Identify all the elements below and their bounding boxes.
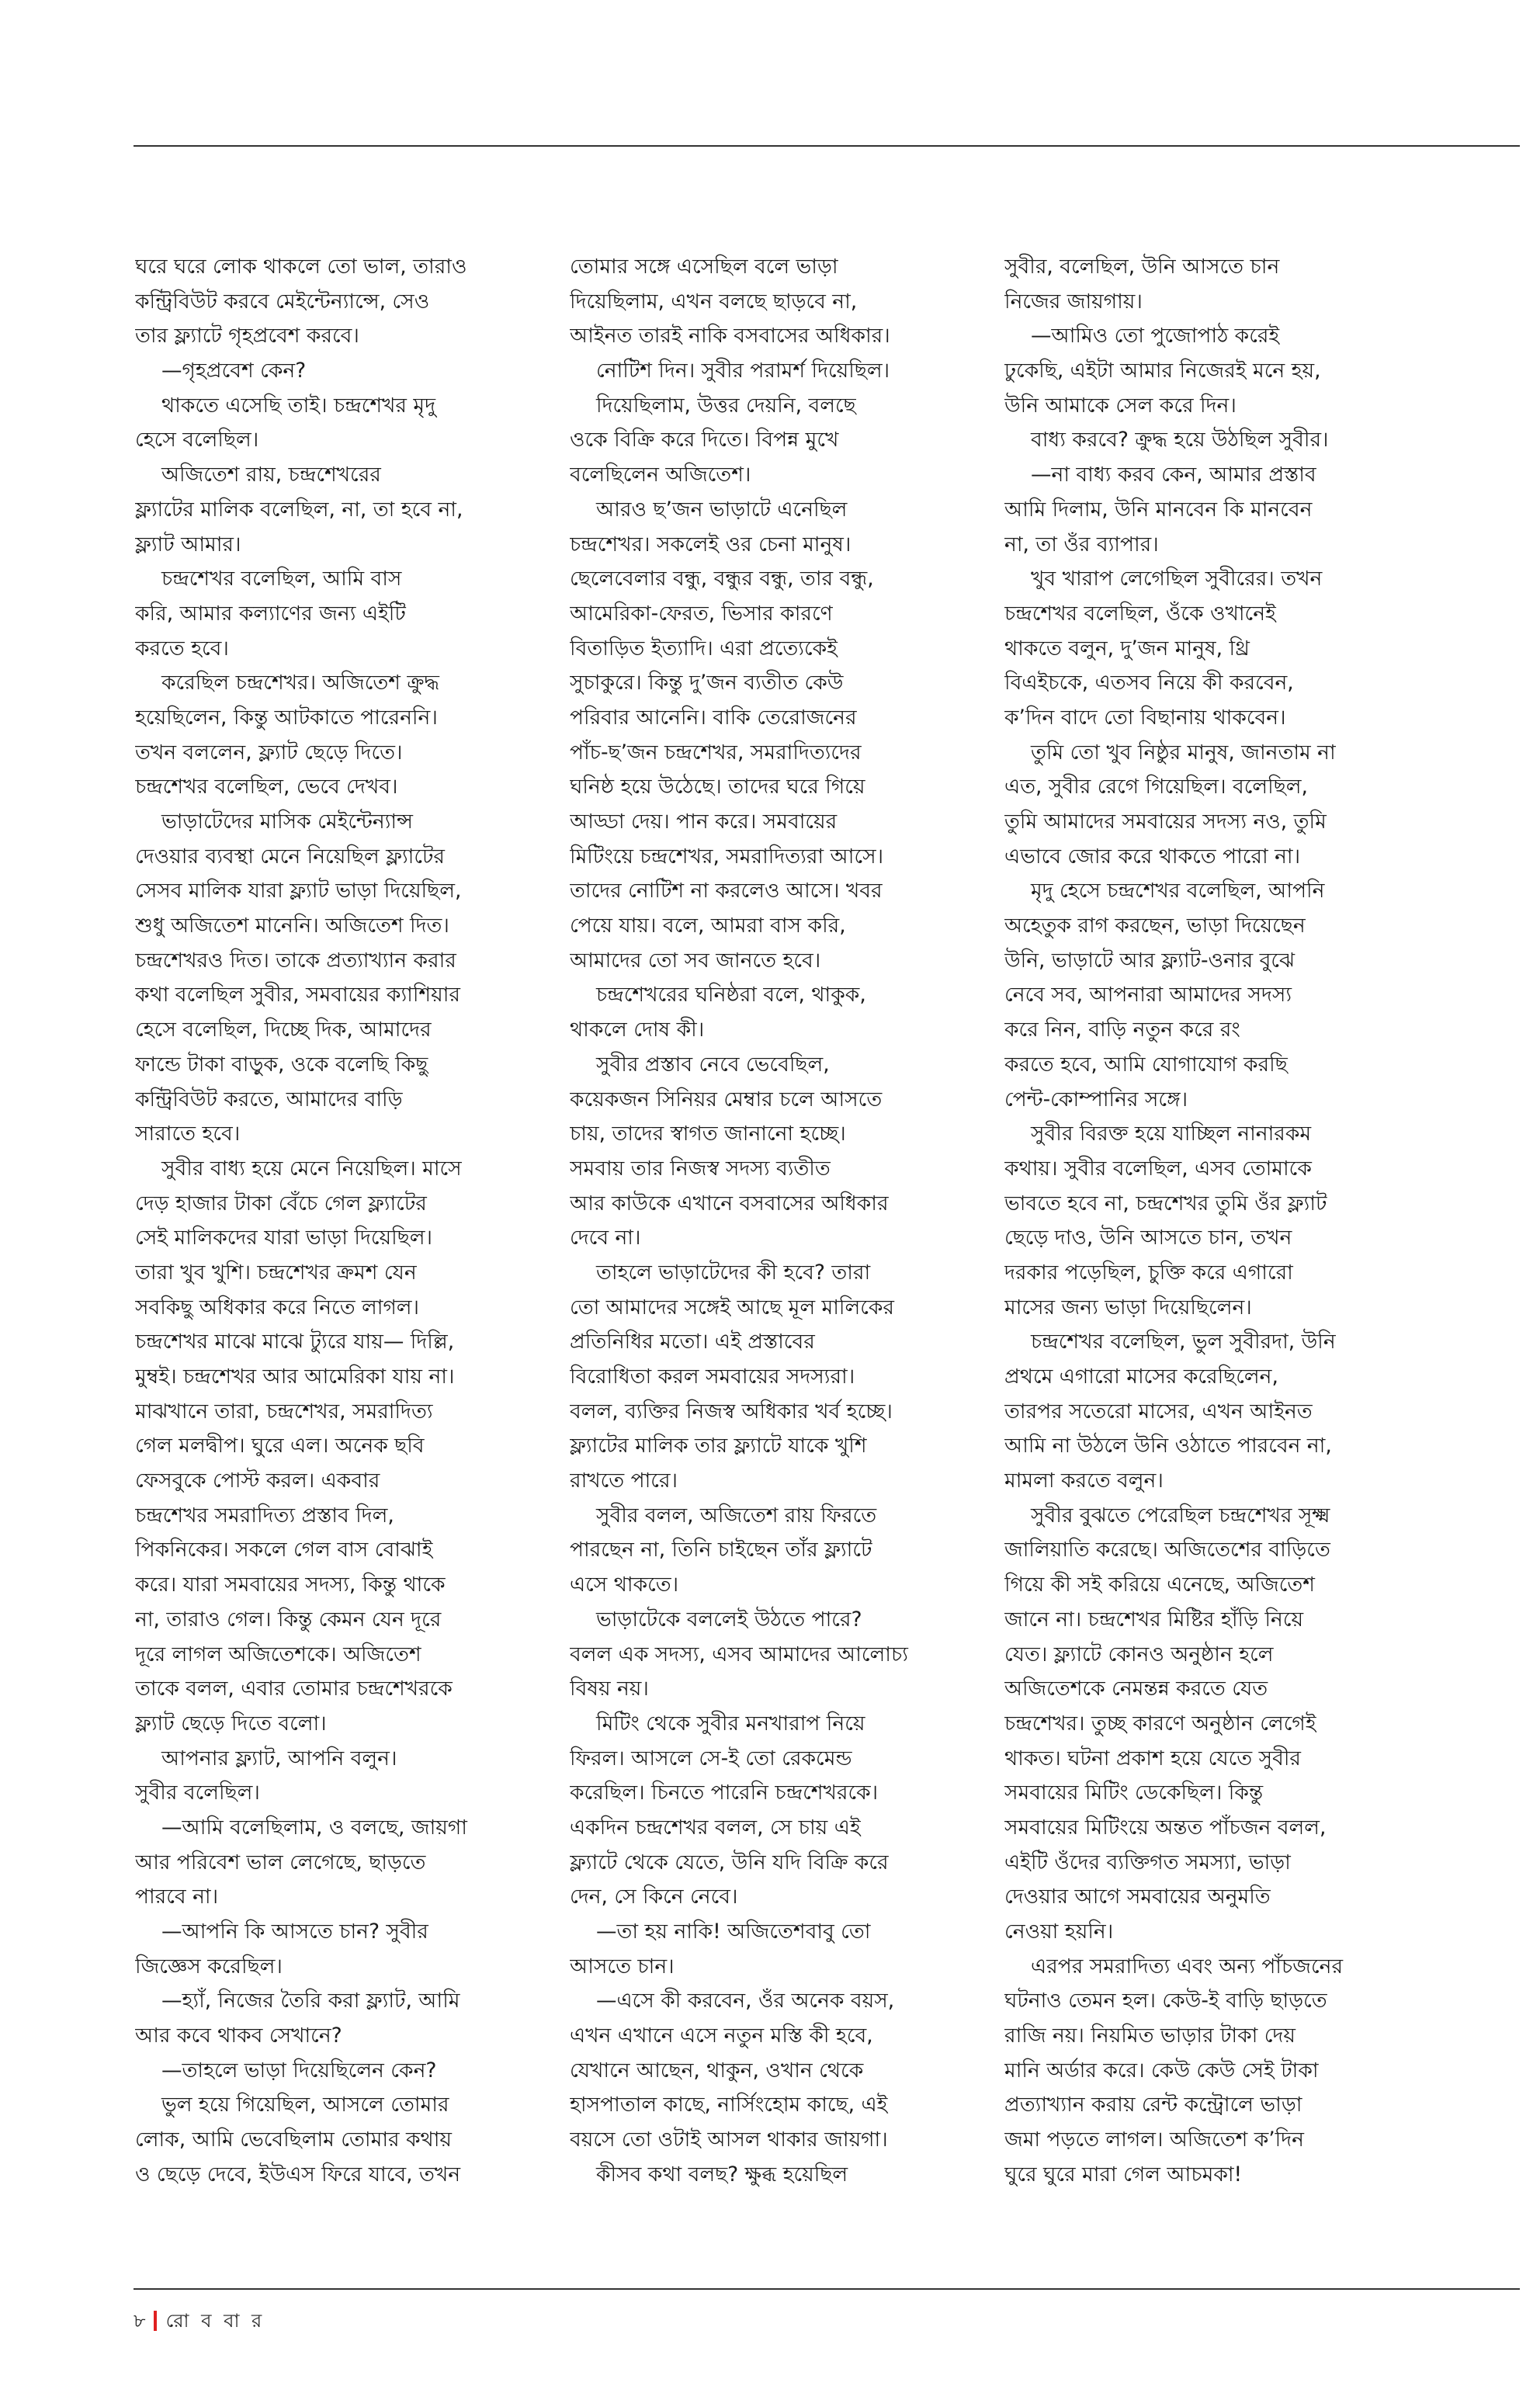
text-line: সুচাকুরে। কিন্তু দু’জন ব্যতীত কেউ [570,671,844,695]
text-line: উনি আমাকে সেল করে দিন। [1004,393,1237,418]
bottom-rule [134,2288,1520,2290]
text-line: তুমি তো খুব নিষ্ঠুর মানুষ, জানতাম না [1031,740,1336,765]
text-line: করি, আমার কল্যাণের জন্য এইটি [135,601,406,626]
text-line: দেন, সে কিনে নেবে। [570,1885,738,1909]
text-line: ফ্ল্যাট আমার। [135,532,241,557]
text-line: বলেছিলেন অজিতেশ। [570,463,751,487]
text-line: হেসে বলেছিল। [135,428,259,453]
text-line: চন্দ্রশেখর বলেছিল, ওঁকে ওখানেই [1004,601,1276,626]
text-line: মামলা করতে বলুন। [1004,1469,1164,1493]
text-line: অহেতুক রাগ করছেন, ভাড়া দিয়েছেন [1004,914,1306,938]
text-line: তারা খুব খুশি। চন্দ্রশেখর ক্রমশ যেন [135,1260,417,1285]
text-line: নোটিশ দিন। সুবীর পরামর্শ দিয়েছিল। [596,359,890,383]
text-line: আইনত তারই নাকি বসবাসের অধিকার। [570,324,890,349]
text-line: ভাবতে হবে না, চন্দ্রশেখর তুমি ওঁর ফ্ল্যাট [1004,1191,1327,1216]
text-line: মৃদু হেসে চন্দ্রশেখর বলেছিল, আপনি [1031,879,1325,903]
text-line: যেখানে আছেন, থাকুন, ওখান থেকে [570,2058,864,2083]
text-line: সুবীর বিরক্ত হয়ে যাচ্ছিল নানারকম [1031,1122,1312,1146]
text-line: একদিন চন্দ্রশেখর বলল, সে চায় এই [570,1815,861,1840]
text-line: পাঁচ-ছ’জন চন্দ্রশেখর, সমরাদিত্যদের [570,740,862,765]
text-line: —আমি বলেছিলাম, ও বলছে, জায়গা [161,1815,467,1840]
text-line: সুবীর বুঝতে পেরেছিল চন্দ্রশেখর সূক্ষ্ম [1031,1503,1330,1528]
text-line: থাকতে এসেছি তাই। চন্দ্রশেখর মৃদু [161,393,436,418]
text-line: রাজি নয়। নিয়মিত ভাড়ার টাকা দেয় [1004,2024,1296,2048]
text-line: সবকিছু অধিকার করে নিতে লাগল। [135,1295,420,1320]
text-line: সেই মালিকদের যারা ভাড়া দিয়েছিল। [135,1226,433,1250]
text-line: ঘনিষ্ঠ হয়ে উঠেছে। তাদের ঘরে গিয়ে [570,775,865,799]
text-line: পারবে না। [135,1885,219,1909]
text-line: ফান্ডে টাকা বাড়ুক, ওকে বলেছি কিছু [135,1052,428,1077]
text-line: চায়, তাদের স্বাগত জানানো হচ্ছে। [570,1122,846,1146]
text-line: ফ্ল্যাট ছেড়ে দিতে বলো। [135,1711,327,1736]
text-line: এত, সুবীর রেগে গিয়েছিল। বলেছিল, [1004,775,1308,799]
text-line: বলল এক সদস্য, এসব আমাদের আলোচ্য [570,1642,908,1666]
text-line: চন্দ্রশেখর বলেছিল, আমি বাস [161,567,402,591]
text-line: চন্দ্রশেখর বলেছিল, ভুল সুবীরদা, উনি [1031,1330,1336,1354]
text-line: সুবীর বাধ্য হয়ে মেনে নিয়েছিল। মাসে [161,1156,462,1181]
text-line: —না বাধ্য করব কেন, আমার প্রস্তাব [1031,463,1316,487]
text-line: করেছিল। চিনতে পারেনি চন্দ্রশেখরকে। [570,1781,879,1805]
text-line: আসতে চান। [570,1954,675,1979]
text-line: হেসে বলেছিল, দিচ্ছে দিক, আমাদের [135,1018,432,1042]
text-line: না, তারাও গেল। কিন্তু কেমন যেন দূরে [135,1607,442,1632]
text-line: দেওয়ার ব্যবস্থা মেনে নিয়েছিল ফ্ল্যাটের [135,844,446,869]
text-line: জিজ্ঞেস করেছিল। [135,1954,283,1979]
footer-separator-bar [154,2311,157,2331]
text-line: ঘটনাও তেমন হল। কেউ-ই বাড়ি ছাড়তে [1004,1989,1327,2013]
text-line: বিষয় নয়। [570,1677,649,1701]
text-line: ছেলেবেলার বন্ধু, বন্ধুর বন্ধু, তার বন্ধু, [570,567,874,591]
text-line: বলল, ব্যক্তির নিজস্ব অধিকার খর্ব হচ্ছে। [570,1399,893,1424]
text-line: এরপর সমরাদিত্য এবং অন্য পাঁচজনের [1031,1954,1344,1979]
text-line: পিকনিকের। সকলে গেল বাস বোঝাই [135,1538,433,1562]
text-line: অজিতেশ রায়, চন্দ্রশেখরের [161,463,381,487]
text-line: তারপর সতেরো মাসের, এখন আইনত [1004,1399,1313,1424]
text-line: ঢুকেছি, এইটা আমার নিজেরই মনে হয়, [1004,359,1321,383]
text-line: ঘুরে ঘুরে মারা গেল আচমকা! [1004,2162,1243,2187]
text-line: ভুল হয়ে গিয়েছিল, আসলে তোমার [161,2093,449,2117]
text-line: খুব খারাপ লেগেছিল সুবীরের। তখন [1031,567,1323,591]
text-line: চন্দ্রশেখরও দিত। তাকে প্রত্যাখ্যান করার [135,948,456,973]
text-line: চন্দ্রশেখরের ঘনিষ্ঠরা বলে, থাকুক, [596,983,866,1007]
text-line: লোক, আমি ভেবেছিলাম তোমার কথায় [135,2128,453,2152]
text-line: —তাহলে ভাড়া দিয়েছিলেন কেন? [161,2058,437,2083]
text-line: আর পরিবেশ ভাল লেগেছে, ছাড়তে [135,1850,426,1875]
text-column-2 [570,250,966,2193]
text-line: —তা হয় নাকি! অজিতেশবাবু তো [596,1920,871,1944]
text-line: গিয়ে কী সই করিয়ে এনেছে, অজিতেশ [1004,1573,1315,1597]
text-line: তাদের নোটিশ না করলেও আসে। খবর [570,879,883,903]
text-line: কীসব কথা বলছ? ক্ষুব্ধ হয়েছিল [596,2162,848,2187]
text-line: ঘরে ঘরে লোক থাকলে তো ভাল, তারাও [135,255,467,279]
text-column-3 [1004,250,1400,2193]
text-line: সুবীর, বলেছিল, উনি আসতে চান [1004,255,1280,279]
text-line: পারছেন না, তিনি চাইছেন তাঁর ফ্ল্যাটে [570,1538,872,1562]
text-line: জানে না। চন্দ্রশেখর মিষ্টির হাঁড়ি নিয়ে [1004,1607,1304,1632]
text-line: —আপনি কি আসতে চান? সুবীর [161,1920,428,1944]
text-line: পেয়ে যায়। বলে, আমরা বাস করি, [570,914,846,938]
publication-name: রো ব বা র [165,2310,265,2332]
text-line: দরকার পড়েছিল, চুক্তি করে এগারো [1004,1260,1293,1285]
article-body [135,250,1416,2237]
text-line: তো আমাদের সঙ্গেই আছে মূল মালিকের [570,1295,894,1320]
text-line: কন্ট্রিবিউট করবে মেইন্টেন্যান্সে, সেও [135,289,430,314]
text-line: সুবীর বলল, অজিতেশ রায় ফিরতে [596,1503,877,1528]
text-line: উনি, ভাড়াটে আর ফ্ল্যাট-ওনার বুঝে [1004,948,1295,973]
text-line: আপনার ফ্ল্যাট, আপনি বলুন। [161,1746,397,1770]
text-line: আড্ডা দেয়। পান করে। সমবায়ের [570,810,838,834]
text-line: চন্দ্রশেখর সমরাদিত্য প্রস্তাব দিল, [135,1503,394,1528]
text-line: হয়েছিলেন, কিন্তু আটকাতে পারেননি। [135,705,438,730]
text-line: রাখতে পারে। [570,1469,678,1493]
text-line: বিরোধিতা করল সমবায়ের সদস্যরা। [570,1365,855,1389]
text-line: চন্দ্রশেখর বলেছিল, ভেবে দেখব। [135,775,398,799]
text-line: দেবে না। [570,1226,641,1250]
text-line: আরও ছ’জন ভাড়াটে এনেছিল [596,497,848,522]
text-line: পরিবার আনেনি। বাকি তেরোজনের [570,705,857,730]
text-line: তুমি আমাদের সমবায়ের সদস্য নও, তুমি [1004,810,1327,834]
text-line: ছেড়ে দাও, উনি আসতে চান, তখন [1004,1226,1292,1250]
text-line: নেওয়া হয়নি। [1004,1920,1114,1944]
text-line: গেল মলদ্বীপ। ঘুরে এল। অনেক ছবি [135,1434,425,1458]
page-footer [134,2305,265,2336]
text-line: আর কাউকে এখানে বসবাসের অধিকার [570,1191,889,1216]
text-line: অজিতেশকে নেমন্তন্ন করতে যেত [1004,1677,1268,1701]
text-line: জালিয়াতি করেছে। অজিতেশের বাড়িতে [1004,1538,1330,1562]
text-line: মাসের জন্য ভাড়া দিয়েছিলেন। [1004,1295,1252,1320]
text-line: —গৃহপ্রবেশ কেন? [161,359,307,383]
text-line: আর কবে থাকব সেখানে? [135,2024,342,2048]
text-line: সারাতে হবে। [135,1122,241,1146]
text-line: থাকতে বলুন, দু’জন মানুষ, থ্রি [1004,636,1250,661]
text-line: তার ফ্ল্যাটে গৃহপ্রবেশ করবে। [135,324,359,349]
text-line: সমবায়ের মিটিংয়ে অন্তত পাঁচজন বলল, [1004,1815,1327,1840]
text-line: জমা পড়তে লাগল। অজিতেশ ক’দিন [1004,2128,1304,2152]
top-rule [134,145,1520,147]
page-number: ৮ [134,2310,146,2332]
text-line: দেওয়ার আগে সমবায়ের অনুমতি [1004,1885,1271,1909]
text-line: শুধু অজিতেশ মানেনি। অজিতেশ দিত। [135,914,449,938]
text-line: চন্দ্রশেখর। তুচ্ছ কারণে অনুষ্ঠান লেগেই [1004,1711,1316,1736]
text-line: তোমার সঙ্গে এসেছিল বলে ভাড়া [570,255,838,279]
text-line: মিটিং থেকে সুবীর মনখারাপ নিয়ে [596,1711,865,1736]
text-line: না, তা ওঁর ব্যাপার। [1004,532,1159,557]
text-line: এইটি ওঁদের ব্যক্তিগত সমস্যা, ভাড়া [1004,1850,1291,1875]
text-line: কন্ট্রিবিউট করতে, আমাদের বাড়ি [135,1087,403,1112]
text-line: কথা বলেছিল সুবীর, সমবায়ের ক্যাশিয়ার [135,983,460,1007]
text-line: মিটিংয়ে চন্দ্রশেখর, সমরাদিত্যরা আসে। [570,844,884,869]
text-line: সমবায়ের মিটিং ডেকেছিল। কিন্তু [1004,1781,1264,1805]
text-line: এভাবে জোর করে থাকতে পারো না। [1004,844,1301,869]
text-line: পেন্ট-কোম্পানির সঙ্গে। [1004,1087,1188,1112]
text-line: মাঝখানে তারা, চন্দ্রশেখর, সমরাদিত্য [135,1399,433,1424]
text-line: এসে থাকতে। [570,1573,679,1597]
text-line: নিজের জায়গায়। [1004,289,1143,314]
text-line: আমেরিকা-ফেরত, ভিসার কারণে [570,601,833,626]
text-line: থাকলে দোষ কী। [570,1018,705,1042]
text-line: দিয়েছিলাম, উত্তর দেয়নি, বলছে [596,393,856,418]
text-line: —হ্যাঁ, নিজের তৈরি করা ফ্ল্যাট, আমি [161,1989,460,2013]
text-line: ফ্ল্যাটের মালিক তার ফ্ল্যাটে যাকে খুশি [570,1434,867,1458]
text-line: করতে হবে, আমি যোগাযোগ করছি [1004,1052,1288,1077]
text-line: থাকত। ঘটনা প্রকাশ হয়ে যেতে সুবীর [1004,1746,1301,1770]
text-line: মানি অর্ডার করে। কেউ কেউ সেই টাকা [1004,2058,1319,2083]
text-line: আমাদের তো সব জানতে হবে। [570,948,821,973]
text-line: করেছিল চন্দ্রশেখর। অজিতেশ ক্রুদ্ধ [161,671,439,695]
text-line: ফেসবুকে পোস্ট করল। একবার [135,1469,380,1493]
text-line: বাধ্য করবে? ক্রুদ্ধ হয়ে উঠছিল সুবীর। [1031,428,1329,453]
text-line: প্রথমে এগারো মাসের করেছিলেন, [1004,1365,1278,1389]
text-line: তাকে বলল, এবার তোমার চন্দ্রশেখরকে [135,1677,453,1701]
text-line: ফ্ল্যাটে থেকে যেতে, উনি যদি বিক্রি করে [570,1850,889,1875]
text-line: সুবীর প্রস্তাব নেবে ভেবেছিল, [596,1052,830,1077]
text-line: ভাড়াটেদের মাসিক মেইন্টেন্যান্স [161,810,413,834]
text-line: ভাড়াটেকে বললেই উঠতে পারে? [596,1607,862,1632]
text-line: —এসে কী করবেন, ওঁর অনেক বয়স, [596,1989,895,2013]
text-line: প্রত্যাখ্যান করায় রেন্ট কন্ট্রোলে ভাড়া [1004,2093,1302,2117]
text-line: কয়েকজন সিনিয়র মেম্বার চলে আসতে [570,1087,883,1112]
text-column-1 [135,250,531,2193]
text-line: বয়সে তো ওটাই আসল থাকার জায়গা। [570,2128,888,2152]
text-line: দেড় হাজার টাকা বেঁচে গেল ফ্ল্যাটের [135,1191,427,1216]
text-line: ওকে বিক্রি করে দিতে। বিপন্ন মুখে [570,428,839,453]
text-line: প্রতিনিধির মতো। এই প্রস্তাবের [570,1330,815,1354]
text-line: নেবে সব, আপনারা আমাদের সদস্য [1004,983,1292,1007]
text-line: ক’দিন বাদে তো বিছানায় থাকবেন। [1004,705,1286,730]
text-line: চন্দ্রশেখর মাঝে মাঝে ট্যুরে যায়— দিল্লি, [135,1330,455,1354]
text-line: এখন এখানে এসে নতুন মস্তি কী হবে, [570,2024,873,2048]
text-line: সুবীর বলেছিল। [135,1781,260,1805]
text-line: করতে হবে। [135,636,229,661]
text-line: সেসব মালিক যারা ফ্ল্যাট ভাড়া দিয়েছিল, [135,879,462,903]
text-line: দিয়েছিলাম, এখন বলছে ছাড়বে না, [570,289,858,314]
text-line: তাহলে ভাড়াটেদের কী হবে? তারা [596,1260,871,1285]
text-line: করে নিন, বাড়ি নতুন করে রং [1004,1018,1240,1042]
text-line: বিতাড়িত ইত্যাদি। এরা প্রত্যেকেই [570,636,838,661]
text-line: চন্দ্রশেখর। সকলেই ওর চেনা মানুষ। [570,532,852,557]
text-line: আমি না উঠলে উনি ওঠাতে পারবেন না, [1004,1434,1332,1458]
text-line: বিএইচকে, এতসব নিয়ে কী করবেন, [1004,671,1294,695]
text-line: করে। যারা সমবায়ের সদস্য, কিন্তু থাকে [135,1573,446,1597]
text-line: কথায়। সুবীর বলেছিল, এসব তোমাকে [1004,1156,1312,1181]
text-line: —আমিও তো পুজোপাঠ করেই [1031,324,1280,349]
text-line: তখন বললেন, ফ্ল্যাট ছেড়ে দিতে। [135,740,403,765]
text-line: যেত। ফ্ল্যাটে কোনও অনুষ্ঠান হলে [1004,1642,1274,1666]
text-line: সমবায় তার নিজস্ব সদস্য ব্যতীত [570,1156,831,1181]
text-line: ফিরল। আসলে সে-ই তো রেকমেন্ড [570,1746,852,1770]
text-line: ও ছেড়ে দেবে, ইউএস ফিরে যাবে, তখন [135,2162,461,2187]
text-line: আমি দিলাম, উনি মানবেন কি মানবেন [1004,497,1313,522]
text-line: দূরে লাগল অজিতেশকে। অজিতেশ [135,1642,421,1666]
text-line: মুম্বই। চন্দ্রশেখর আর আমেরিকা যায় না। [135,1365,455,1389]
text-line: হাসপাতাল কাছে, নার্সিংহোম কাছে, এই [570,2093,888,2117]
text-line: ফ্ল্যাটের মালিক বলেছিল, না, তা হবে না, [135,497,463,522]
